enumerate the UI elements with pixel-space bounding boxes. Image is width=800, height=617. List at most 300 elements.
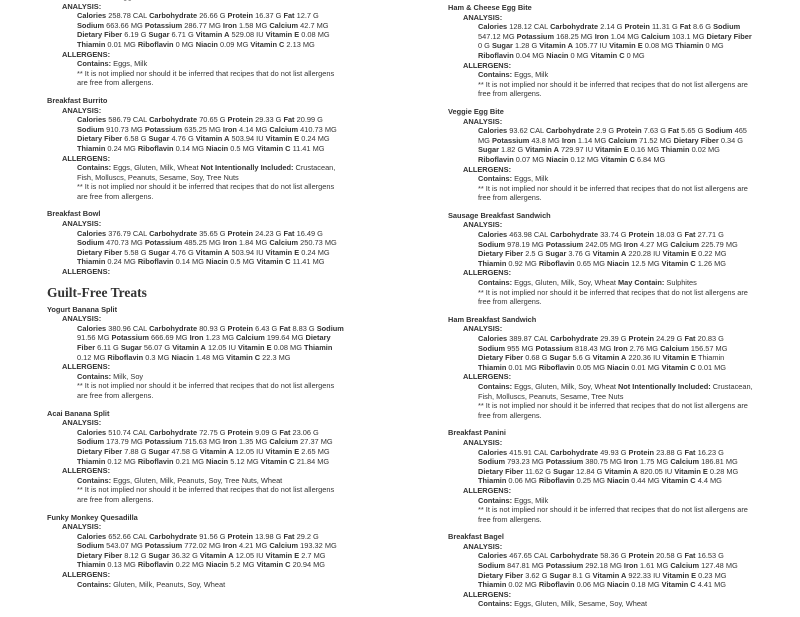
nutrient-value: 0.3 MG [145, 352, 170, 362]
nutrient-name: Niacin [206, 456, 229, 466]
nutrient-value: 6.58 G [124, 134, 147, 144]
nutrient-value: 376.79 CAL [108, 228, 147, 238]
nutrient-name: Sugar [148, 550, 170, 560]
nutrient-name: Vitamin E [595, 145, 629, 155]
nutrient-name: Protein [628, 447, 655, 457]
contains-value: Eggs, Milk [113, 59, 148, 69]
contains-label: Contains: [478, 278, 513, 288]
nutrient-name: Thiamin [77, 143, 106, 153]
nutrition-facts [463, 448, 753, 486]
item-details [448, 13, 753, 99]
nutrient-value: 715.63 MG [184, 437, 221, 447]
nutrient-name: Potassium [545, 561, 584, 571]
nutrient-name: Carbohydrate [550, 22, 599, 32]
nutrient-name: Calories [478, 126, 508, 136]
nutrient-value: 24.23 G [255, 228, 282, 238]
nutrient-value: 0.13 MG [107, 560, 136, 570]
not-intentionally-value: Crustacean, Fish, Molluscs, Peanuts, Sesame, Tree Nuts [478, 381, 753, 401]
nutrient-name: Calories [478, 551, 508, 561]
contains-value: Gluten, Milk, Peanuts, Soy, Wheat [113, 579, 226, 589]
allergens-info [463, 278, 753, 307]
nutrient-name: Calories [77, 11, 107, 21]
nutrient-value: 0.28 MG [709, 466, 739, 476]
nutrient-value: 1.23 MG [205, 333, 234, 343]
item-details [448, 324, 753, 420]
nutrient-value: 4.21 MG [238, 541, 268, 551]
nutrient-name: Potassium [144, 541, 183, 551]
nutrient-value: 36.32 G [171, 550, 198, 560]
allergens-label: ALLERGENS: [62, 153, 111, 163]
not-intentionally-label: Not Intentionally Included: [617, 381, 711, 391]
nutrition-facts [62, 428, 345, 466]
nutrient-value: 0.01 MG [697, 362, 727, 372]
nutrient-name: Carbohydrate [149, 11, 198, 21]
nutrient-name: Vitamin A [592, 353, 627, 363]
nutrient-value: 1.48 MG [195, 352, 225, 362]
nutrient-value: 6.84 MG [636, 154, 666, 164]
allergens-info [463, 70, 753, 99]
nutrition-facts [62, 324, 345, 362]
nutrient-value: 955 MG [507, 343, 534, 353]
nutrient-value: 199.64 MG [266, 333, 304, 343]
nutrient-value: 0.18 MG [631, 580, 660, 590]
nutrient-name: Fat [283, 11, 295, 21]
nutrient-name: Carbohydrate [550, 334, 599, 343]
nutrient-value: 635.25 MG [184, 124, 221, 134]
nutrient-value: 0.25 MG [576, 476, 605, 486]
nutrient-name: Calcium [269, 541, 299, 551]
nutrient-value: 0.21 MG [175, 456, 204, 466]
nutrient-value: 0.05 MG [576, 362, 605, 372]
nutrient-value: 4.76 G [171, 134, 194, 144]
nutrient-value: 0.01 MG [508, 362, 537, 372]
allergen-disclaimer: ** It is not implied nor should it be inferred that recipes that do not list allergens are free from allergens. [77, 182, 335, 201]
nutrient-value: 103.1 MG [672, 31, 705, 41]
nutrient-name: Protein [616, 126, 642, 136]
nutrient-value: 105.77 IU [575, 41, 608, 51]
nutrient-name: Vitamin C [256, 143, 291, 153]
analysis-label: ANALYSIS: [463, 437, 503, 447]
nutrient-name: Sodium [316, 323, 344, 333]
item-name: Yogurt Banana Split [47, 304, 118, 314]
nutrient-name: Vitamin E [662, 353, 697, 363]
contains-value: Milk, Soy [113, 371, 144, 381]
nutrient-name: Dietary Fiber [77, 333, 331, 352]
allergen-disclaimer: ** It is not implied nor should it be inferred that recipes that do not list allergens are free from allergens. [478, 505, 748, 524]
nutrient-name: Carbohydrate [149, 427, 198, 437]
nutrient-name: Potassium [516, 31, 555, 41]
menu-item [47, 209, 345, 276]
nutrient-name: Vitamin C [590, 50, 625, 60]
nutrient-value: 0 MG [570, 50, 589, 60]
nutrient-name: Carbohydrate [550, 230, 599, 240]
nutrient-value: 0.5 MG [230, 257, 255, 267]
allergens-label: ALLERGENS: [463, 268, 512, 278]
nutrient-value: 380.96 CAL [108, 323, 147, 333]
nutrient-name: Vitamin E [265, 30, 300, 40]
nutrient-value: 0.06 MG [576, 580, 605, 590]
nutrient-name: Iron [222, 238, 237, 248]
nutrient-name: Vitamin C [661, 580, 696, 590]
nutrient-value: 7.88 G [124, 446, 147, 456]
item-name: Funky Monkey Quesadilla [47, 512, 138, 522]
nutrient-value: 0.44 MG [631, 476, 660, 486]
menu-item [448, 532, 753, 609]
nutrition-facts [62, 115, 345, 153]
nutrient-value: 1.75 MG [639, 457, 669, 467]
nutrient-value: 72.75 G [199, 427, 226, 437]
nutrient-value: 820.05 IU [640, 466, 673, 476]
nutrient-value: 29.33 G [255, 115, 282, 125]
nutrient-name: Calcium [236, 333, 265, 343]
nutrient-value: 0 MG [626, 50, 645, 60]
nutrient-value: 2.13 MG [286, 39, 315, 49]
nutrient-value: 0.04 MG [515, 50, 545, 60]
contains-label: Contains: [77, 163, 112, 173]
analysis-label: ANALYSIS: [62, 1, 102, 11]
analysis-label: ANALYSIS: [463, 541, 503, 551]
nutrient-name: Iron [623, 561, 638, 571]
nutrient-value: 1.61 MG [639, 561, 669, 571]
nutrient-name: Niacin [195, 39, 218, 49]
item-details [448, 438, 753, 524]
item-name: Breakfast Panini [448, 428, 506, 438]
nutrient-value: 11.31 G [651, 22, 678, 32]
nutrient-value: 12.84 G [576, 466, 603, 476]
nutrient-name: Niacin [206, 257, 229, 267]
nutrient-value: 93.62 CAL [509, 126, 544, 136]
nutrient-name: Sodium [77, 437, 105, 447]
nutrient-name: Riboflavin [137, 143, 174, 153]
nutrient-value: 5.6 G [572, 353, 591, 363]
nutrient-value: 12.5 MG [631, 258, 660, 268]
analysis-label: ANALYSIS: [62, 314, 102, 324]
nutrient-value: 20.58 G [656, 551, 683, 561]
nutrient-name: Niacin [546, 154, 569, 164]
allergen-disclaimer: ** It is not implied nor should it be inferred that recipes that do not list allergens are free from allergens. [77, 381, 335, 400]
nutrient-value: 91.56 G [199, 531, 226, 541]
nutrient-value: 0.24 MG [301, 247, 330, 257]
nutrient-name: Vitamin C [661, 258, 696, 268]
nutrient-name: Vitamin C [661, 362, 696, 372]
nutrient-name: Protein [227, 228, 254, 238]
nutrient-value: 12.7 G [296, 11, 319, 21]
nutrient-name: Sugar [148, 134, 170, 144]
nutrient-name: Sugar [148, 446, 170, 456]
nutrient-value: 543.07 MG [106, 541, 143, 551]
nutrient-name: Riboflavin [478, 154, 514, 164]
may-contain-label: May Contain: [617, 278, 665, 288]
nutrient-value: 26.66 G [199, 11, 226, 21]
nutrient-value: 193.32 MG [300, 541, 337, 551]
nutrient-name: Vitamin C [256, 560, 291, 570]
nutrient-name: Fat [668, 126, 680, 136]
nutrient-name: Riboflavin [137, 39, 174, 49]
contains-value: Eggs, Milk [514, 495, 549, 505]
menu-item [47, 409, 345, 505]
nutrition-facts [62, 532, 345, 570]
nutrient-name: Sugar [549, 570, 571, 580]
nutrient-name: Potassium [491, 135, 530, 145]
nutrient-name: Fat [283, 531, 295, 541]
nutrient-value: 529.08 IU [231, 30, 264, 40]
nutrient-name: Vitamin E [265, 550, 300, 560]
nutrient-name: Vitamin E [662, 249, 697, 259]
nutrient-value: 9.09 G [255, 427, 278, 437]
nutrient-value: 0.14 MG [175, 257, 204, 267]
nutrient-name: Dietary Fiber [77, 247, 123, 257]
nutrient-name: Calcium [670, 561, 700, 571]
contains-label: Contains: [478, 174, 513, 184]
nutrient-name: Vitamin A [592, 570, 627, 580]
nutrient-name: Vitamin A [604, 466, 639, 476]
nutrient-value: 16.37 G [255, 11, 282, 21]
allergens-info [62, 163, 345, 201]
nutrient-name: Potassium [144, 20, 183, 30]
nutrient-value: 1.26 MG [697, 258, 727, 268]
menu-item [448, 211, 753, 307]
nutrient-value: 18.03 G [656, 230, 683, 240]
nutrient-value: 0.12 MG [570, 154, 599, 164]
nutrient-name: Protein [227, 115, 254, 125]
nutrient-value: 0.08 MG [273, 343, 302, 352]
item-details [47, 522, 345, 589]
nutrient-value: 463.98 CAL [509, 230, 548, 240]
nutrient-name: Protein [227, 323, 254, 333]
menu-item [448, 315, 753, 421]
may-contain-value: Sulphites [666, 278, 697, 288]
nutrient-name: Vitamin C [250, 39, 285, 49]
nutrient-value: 0.24 MG [301, 134, 330, 144]
nutrient-name: Vitamin E [662, 570, 697, 580]
nutrient-value: 1.14 MG [577, 135, 607, 145]
nutrient-name: Niacin [607, 580, 630, 590]
nutrient-name: Fat [279, 323, 291, 333]
nutrient-value: 0.68 G [525, 353, 548, 363]
nutrient-name: Iron [189, 333, 204, 343]
nutrient-name: Riboflavin [137, 456, 174, 466]
nutrient-value: 0 MG [705, 41, 724, 51]
nutrient-value: 0.24 MG [107, 257, 136, 267]
nutrient-value: 0.09 MG [220, 39, 249, 49]
nutrient-value: 1.84 MG [238, 238, 268, 248]
section-heading: Guilt-Free Treats [47, 284, 147, 300]
nutrient-name: Thiamin [478, 580, 507, 590]
nutrient-value: 286.77 MG [184, 20, 221, 30]
nutrient-value: 21.84 MG [296, 456, 330, 466]
nutrient-name: Calcium [269, 20, 299, 30]
nutrient-value: 389.87 CAL [509, 334, 548, 343]
nutrient-name: Riboflavin [538, 258, 575, 268]
nutrient-name: Calcium [641, 31, 670, 41]
item-details [448, 542, 753, 609]
nutrient-value: 173.79 MG [106, 437, 143, 447]
nutrient-value: 20.83 G [697, 334, 724, 343]
nutrient-name: Riboflavin [538, 476, 575, 486]
allergens-label: ALLERGENS: [463, 372, 512, 382]
nutrient-name: Vitamin A [195, 247, 230, 257]
nutrient-name: Potassium [545, 239, 584, 249]
nutrition-facts [463, 22, 753, 60]
nutrition-facts [463, 551, 753, 589]
allergen-disclaimer: ** It is not implied nor should it be inferred that recipes that do not list allergens are free from allergens. [478, 401, 748, 420]
nutrient-value: 729.97 IU [561, 145, 594, 155]
nutrient-name: Sodium [478, 561, 506, 571]
nutrient-name: Protein [628, 551, 655, 561]
nutrient-value: 3.76 G [568, 249, 591, 259]
nutrient-value: 4.76 G [171, 247, 194, 257]
nutrient-value: 42.7 MG [300, 20, 329, 30]
nutrient-name: Dietary Fiber [77, 134, 123, 144]
analysis-label: ANALYSIS: [463, 324, 503, 334]
item-details [47, 2, 345, 88]
nutrient-value: 652.66 CAL [108, 531, 147, 541]
allergen-disclaimer: ** It is not implied nor should it be inferred that recipes that do not list allergens are free from allergens. [478, 287, 748, 307]
nutrient-value: 23.88 G [656, 447, 683, 457]
nutrient-value: 586.79 CAL [108, 115, 147, 125]
nutrient-name: Sodium [77, 541, 105, 551]
nutrient-value: 0.12 MG [77, 352, 106, 362]
contains-label: Contains: [478, 599, 513, 609]
nutrient-value: 510.74 CAL [108, 427, 147, 437]
nutrient-name: Niacin [206, 143, 229, 153]
nutrient-value: 8.1 G [572, 570, 591, 580]
nutrient-value: 0.16 MG [630, 145, 660, 155]
nutrient-name: Sodium [478, 239, 506, 249]
nutrient-name: Niacin [607, 258, 630, 268]
nutrient-value: 258.78 CAL [108, 11, 147, 21]
nutrient-value: 16.53 G [697, 551, 724, 561]
nutrient-value: 220.28 IU [628, 249, 661, 259]
nutrient-value: 250.73 MG [300, 238, 337, 248]
nutrient-value: 0.01 MG [107, 39, 136, 49]
nutrient-name: Fat [684, 230, 696, 240]
nutrient-name: Riboflavin [538, 580, 575, 590]
nutrient-value: 0.5 MG [230, 143, 255, 153]
nutrient-value: 547.12 MG [478, 31, 515, 41]
nutrient-name: Iron [594, 31, 609, 41]
nutrient-value: 12.05 IU [235, 446, 264, 456]
nutrient-name: Thiamin [304, 343, 333, 352]
nutrient-name: Vitamin A [195, 30, 230, 40]
allergens-label: ALLERGENS: [62, 466, 111, 476]
nutrient-value: 4.27 MG [639, 239, 669, 249]
menu-item [47, 96, 345, 202]
nutrient-name: Sodium [705, 126, 733, 136]
nutrient-value: 0.06 MG [508, 476, 537, 486]
nutrient-name: Fat [283, 228, 295, 238]
nutrient-name: Vitamin A [195, 134, 230, 144]
nutrient-name: Iron [561, 135, 576, 145]
nutrient-value: 0.92 MG [508, 258, 537, 268]
allergens-label: ALLERGENS: [62, 49, 111, 59]
nutrient-name: Calcium [269, 238, 299, 248]
nutrient-value: 168.25 MG [556, 31, 593, 41]
left-column [47, 0, 345, 597]
nutrient-name: Riboflavin [137, 560, 174, 570]
nutrient-value: 8.83 G [292, 323, 315, 333]
nutrient-value: 127.48 MG [701, 561, 738, 571]
nutrient-name: Vitamin C [256, 257, 291, 267]
nutrient-value: Thiamin [698, 353, 725, 363]
nutrient-name: Calcium [269, 124, 299, 134]
nutrient-name: Protein [628, 334, 655, 343]
nutrient-name: Sugar [553, 466, 575, 476]
allergens-label: ALLERGENS: [62, 570, 111, 580]
nutrient-value: 847.81 MG [507, 561, 544, 571]
contains-value: Eggs, Milk [514, 70, 549, 80]
nutrient-name: Riboflavin [107, 352, 144, 362]
nutrient-name: Sugar [148, 247, 170, 257]
allergens-label: ALLERGENS: [62, 362, 111, 372]
nutrient-value: 0 MG [175, 39, 194, 49]
nutrient-name: Dietary Fiber [706, 31, 752, 41]
contains-label: Contains: [77, 59, 112, 69]
nutrient-name: Potassium [144, 124, 183, 134]
nutrient-value: 186.81 MG [701, 457, 738, 467]
item-details [448, 117, 753, 203]
nutrient-name: Iron [222, 124, 237, 134]
nutrient-name: Protein [227, 11, 254, 21]
nutrient-name: Protein [227, 531, 254, 541]
allergens-info [463, 599, 753, 609]
nutrient-name: Dietary Fiber [77, 446, 123, 456]
nutrient-name: Riboflavin [478, 50, 514, 60]
nutrient-name: Iron [613, 343, 628, 353]
nutrient-value: 33.74 G [600, 230, 627, 240]
nutrient-name: Calories [77, 427, 107, 437]
nutrient-value: 1.82 G [501, 145, 524, 155]
nutrient-name: Dietary Fiber [478, 466, 524, 476]
nutrient-name: Sugar [478, 145, 499, 155]
allergens-info [62, 372, 345, 401]
right-column [448, 0, 753, 617]
nutrient-value: 20.99 G [296, 115, 323, 125]
nutrient-value: 80.93 G [199, 323, 226, 333]
item-details [47, 219, 345, 277]
nutrient-name: Carbohydrate [550, 551, 599, 561]
nutrient-value: 58.36 G [600, 551, 627, 561]
nutrient-value: 242.05 MG [585, 239, 622, 249]
nutrient-value: 70.65 G [199, 115, 226, 125]
nutrient-value: 11.62 G [525, 466, 551, 476]
nutrient-value: 0.02 MG [508, 580, 537, 590]
nutrition-facts [62, 229, 345, 267]
nutrient-value: 12.05 IU [235, 550, 264, 560]
nutrient-name: Vitamin A [592, 249, 627, 259]
nutrient-value: 3.62 G [525, 570, 548, 580]
allergens-label: ALLERGENS: [62, 267, 111, 277]
nutrient-name: Vitamin E [265, 134, 300, 144]
nutrient-value: 43.8 MG [531, 135, 560, 145]
nutrient-name: Iron [623, 239, 638, 249]
nutrient-value: 22.3 MG [262, 352, 291, 362]
nutrient-name: Niacin [206, 560, 229, 570]
allergens-info [62, 476, 345, 505]
nutrient-name: Thiamin [77, 257, 106, 267]
item-details [47, 418, 345, 504]
nutrient-name: Thiamin [478, 362, 507, 372]
nutrient-value: 16.23 G [697, 447, 724, 457]
nutrient-value: 0.22 MG [698, 249, 727, 259]
allergens-info [463, 496, 753, 525]
nutrient-name: Fat [684, 551, 696, 561]
nutrient-value: 11.41 MG [292, 257, 325, 267]
nutrient-value: 0.07 MG [515, 154, 545, 164]
nutrient-name: Niacin [171, 352, 194, 362]
nutrient-value: 2.9 G [596, 126, 615, 136]
nutrient-value: 415.91 CAL [509, 447, 548, 457]
